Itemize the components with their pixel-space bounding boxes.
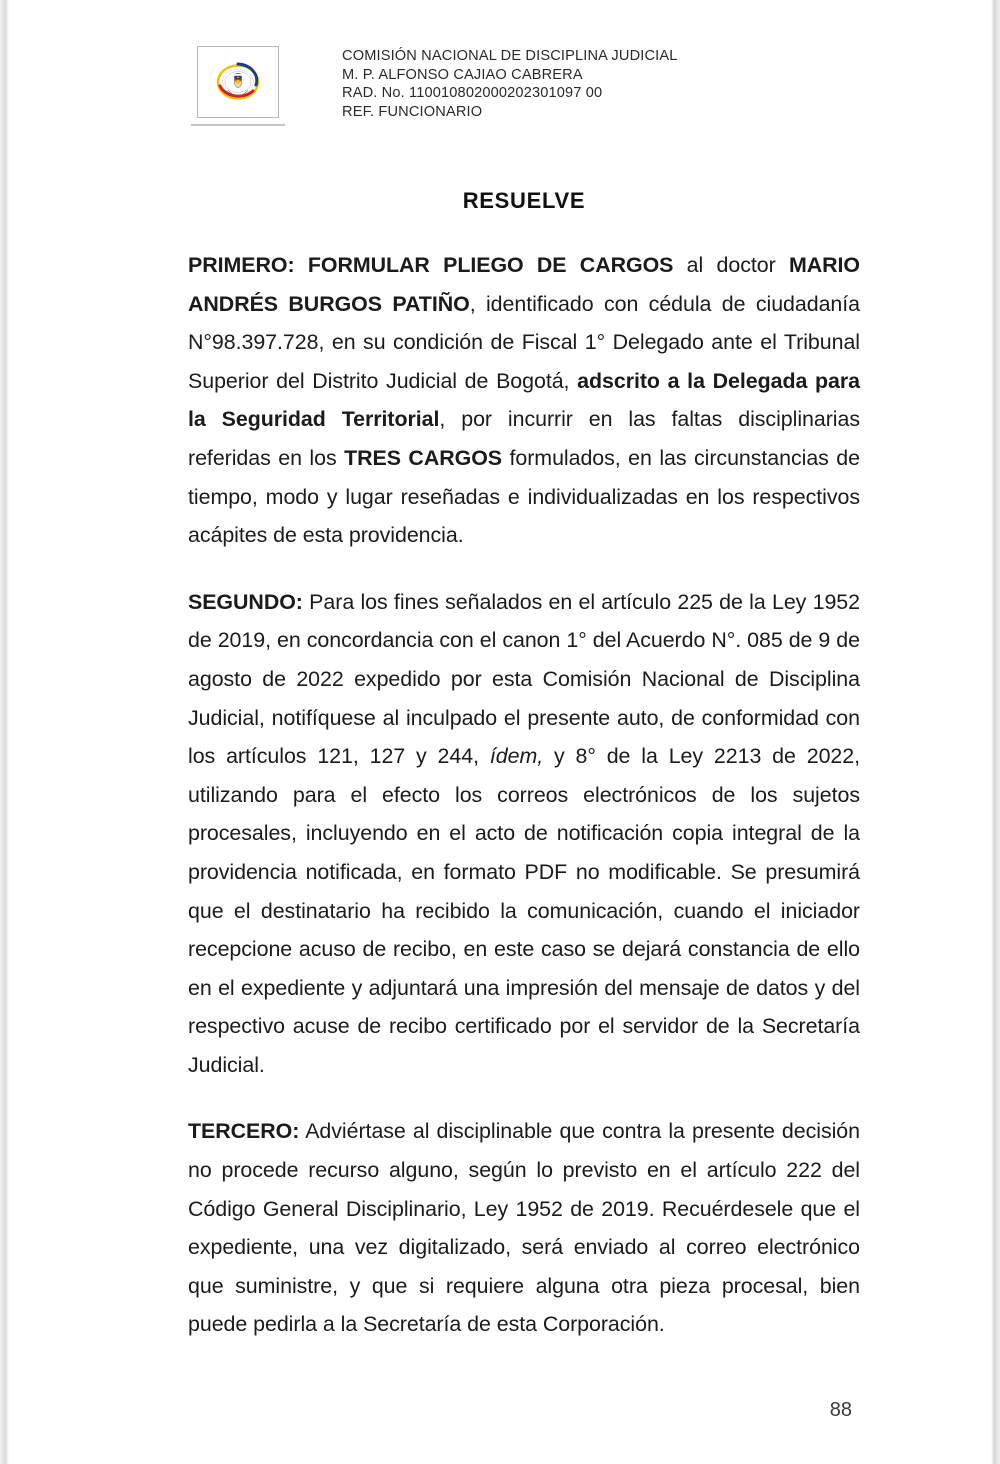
primero-text-4: formulados, en las circunstancias de tiempo, modo y lugar reseñadas e individualizadas en los respectivos acápites de esta providencia.	[188, 445, 860, 548]
emblem-underline	[191, 124, 285, 126]
emblem-frame	[197, 46, 279, 118]
document-page	[9, 0, 991, 1464]
page-edge-left	[0, 0, 9, 1464]
page-edge-right	[991, 0, 1000, 1464]
segundo-idem: ídem,	[489, 744, 544, 769]
letterhead-text	[342, 46, 678, 121]
primero-text-2: , identificado con cédula de ciudadanía N°98.397.728, en su condición de Fiscal 1° Delegado ante el Tribunal Superior del Distrito Judicial de Bogotá,	[188, 291, 861, 393]
emblem-block	[188, 46, 286, 126]
page-title: RESUELVE	[462, 188, 586, 213]
primero-label: PRIMERO: FORMULAR PLIEGO DE CARGOS	[188, 253, 674, 277]
letterhead-line-magistrate: M. P. ALFONSO CAJIAO CABRERA	[342, 66, 583, 83]
letterhead	[188, 46, 678, 126]
primero-delegada: adscrito a la Delegada para la Seguridad Territorial	[188, 368, 860, 432]
tercero-text-1: Adviértase al disciplinable que contra la presente decisión no procede recurso alguno, según lo previsto en el artículo 222 del Código General Disciplinario, Ley 1952 de 2019. Recuérdesele que el expediente, una vez digitalizado, será enviado al correo electrónico que suministre, y que si requiere alguna otra pieza procesal, bien puede pedirla a la Secretaría de esta Corporación.	[188, 1119, 860, 1337]
segundo-label: SEGUNDO:	[188, 589, 303, 614]
tercero-label: TERCERO:	[188, 1119, 300, 1144]
segundo-text-1: Para los fines señalados en el artículo 225 de la Ley 1952 de 2019, en concordancia con el canon 1° del Acuerdo N°. 085 de 9 de agosto de 2022 expedido por esta Comisión Nacional de Disciplina Judicial, notifíquese al inculpado el presente auto, de conformidad con los artículos 121, 127 y 244,	[188, 589, 860, 769]
primero-tres-cargos: TRES CARGOS	[344, 445, 503, 470]
letterhead-line-reference: REF. FUNCIONARIO	[342, 103, 483, 120]
primero-text-1: al doctor	[673, 253, 789, 277]
letterhead-line-radicado: RAD. No. 110010802000202301097 00	[342, 85, 603, 102]
page-number: 88	[829, 1399, 852, 1421]
paragraph-tercero	[188, 1112, 860, 1344]
segundo-text-2: y 8° de la Ley 2213 de 2022, utilizando para el efecto los correos electrónicos de los sujetos procesales, incluyendo en el acto de notificación copia integral de la providencia notificada, en formato PDF no modificable. Se presumirá que el destinatario ha recibido la comunicación, cuando el iniciador recepcione acuso de recibo, en este caso se dejará constancia de ello en el expediente y adjuntará una impresión del mensaje de datos y del respectivo acuse de recibo certificado por el servidor de la Secretaría Judicial.	[188, 744, 860, 1077]
paragraph-segundo	[188, 583, 860, 1085]
letterhead-line-entity: COMISIÓN NACIONAL DE DISCIPLINA JUDICIAL	[342, 48, 678, 64]
primero-text-3: , por incurrir en las faltas disciplinarias referidas en los	[188, 407, 860, 470]
primero-name: MARIO ANDRÉS BURGOS PATIÑO	[188, 253, 860, 316]
document-body	[188, 186, 860, 1344]
paragraph-primero	[188, 246, 860, 555]
colombia-judicial-branch-seal-icon	[210, 59, 266, 105]
